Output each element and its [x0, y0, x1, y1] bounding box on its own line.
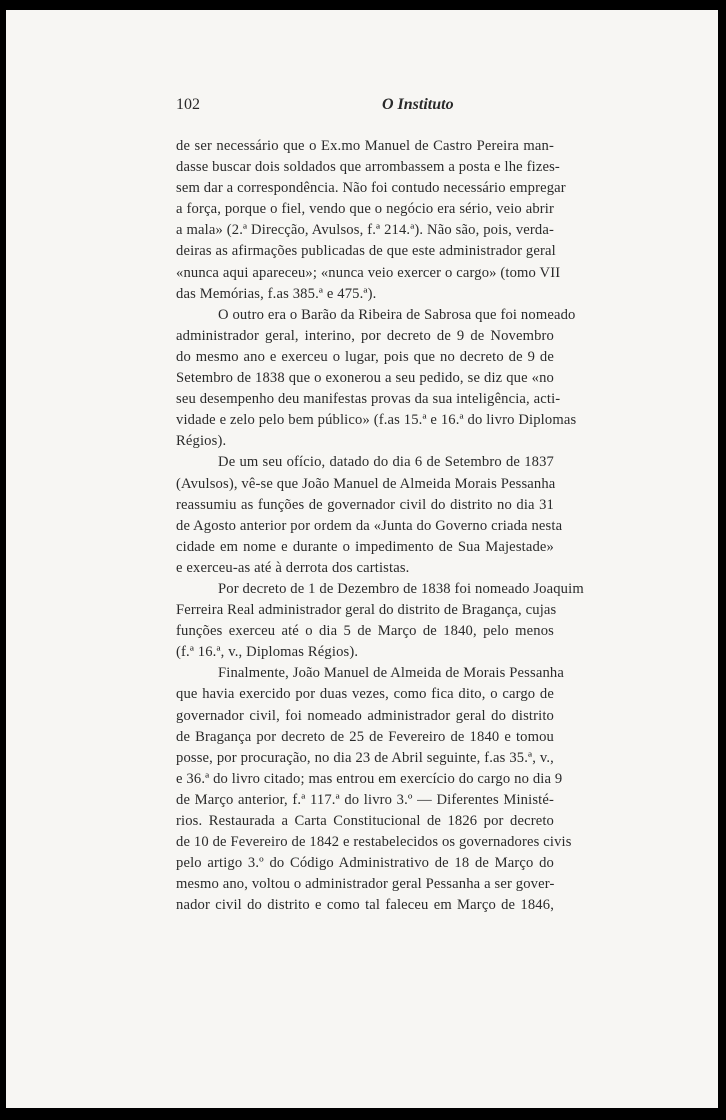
- text-line: (Avulsos), vê-se que João Manuel de Almeida Morais Pessanha: [176, 475, 556, 492]
- text-line: pelo artigo 3.º do Código Administrativo de 18 de Março do: [176, 855, 554, 872]
- text-line: (f.ª 16.ª, v., Diplomas Régios).: [176, 644, 359, 661]
- text-line: «nunca aqui apareceu»; «nunca veio exercer o cargo» (tomo VII: [176, 264, 561, 281]
- text-line: governador civil, foi nomeado administrador geral do distrito: [176, 707, 554, 724]
- journal-title: O Instituto: [382, 96, 454, 113]
- text-line: posse, por procuração, no dia 23 de Abril seguinte, f.as 35.ª, v.,: [176, 749, 554, 766]
- text-line: de Agosto anterior por ordem da «Junta do Governo criada nesta: [176, 517, 563, 534]
- text-line: Setembro de 1838 que o exonerou a seu pedido, se diz que «no: [176, 370, 554, 387]
- text-line: e exerceu-as até à derrota dos cartistas.: [176, 559, 410, 576]
- text-line: e 36.ª do livro citado; mas entrou em exercício do cargo no dia 9: [176, 770, 563, 787]
- text-line: de 10 de Fevereiro de 1842 e restabelecidos os governadores civis: [176, 834, 572, 851]
- text-line: rios. Restaurada a Carta Constitucional de 1826 por decreto: [176, 813, 554, 829]
- text-line: a força, porque o fiel, vendo que o negócio era sério, veio abrir: [176, 201, 554, 218]
- running-head: [176, 96, 552, 120]
- text-line: administrador geral, interino, por decreto de 9 de Novembro: [176, 327, 554, 344]
- text-line: nador civil do distrito e como tal faleceu em Março de 1846,: [176, 897, 554, 914]
- text-line: Régios).: [176, 433, 227, 450]
- text-line: seu desempenho deu manifestas provas da sua inteligência, acti-: [176, 391, 561, 408]
- text-line: de Bragança por decreto de 25 de Fevereiro de 1840 e tomou: [176, 728, 554, 745]
- body-text: [176, 136, 584, 916]
- text-line: cidade em nome e durante o impedimento de Sua Majestade»: [176, 538, 554, 555]
- text-line: De um seu ofício, datado do dia 6 de Setembro de 1837: [218, 454, 554, 471]
- text-line: que havia exercido por duas vezes, como fica dito, o cargo de: [176, 686, 554, 703]
- text-line: reassumiu as funções de governador civil do distrito no dia 31: [176, 496, 554, 513]
- text-line: do mesmo ano e exerceu o lugar, pois que no decreto de 9 de: [176, 348, 554, 365]
- book-page: [6, 10, 718, 1108]
- text-line: das Memórias, f.as 385.ª e 475.ª).: [176, 285, 377, 302]
- text-line: Finalmente, João Manuel de Almeida de Morais Pessanha: [218, 665, 564, 682]
- text-line: vidade e zelo pelo bem público» (f.as 15.ª e 16.ª do livro Diplomas: [176, 412, 577, 429]
- text-line: a mala» (2.ª Direcção, Avulsos, f.ª 214.ª). Não são, pois, verda-: [176, 222, 554, 239]
- text-line: mesmo ano, voltou o administrador geral Pessanha a ser gover-: [176, 876, 555, 893]
- text-line: Ferreira Real administrador geral do distrito de Bragança, cujas: [176, 602, 557, 619]
- text-line: de Março anterior, f.ª 117.ª do livro 3.º — Diferentes Ministé-: [176, 791, 554, 808]
- text-line: Por decreto de 1 de Dezembro de 1838 foi nomeado Joaquim: [218, 580, 584, 597]
- text-line: O outro era o Barão da Ribeira de Sabrosa que foi nomeado: [218, 306, 576, 323]
- text-line: dasse buscar dois soldados que arrombassem a posta e lhe fizes-: [176, 159, 560, 176]
- page-number: 102: [176, 96, 200, 113]
- text-line: deiras as afirmações publicadas de que este administrador geral: [176, 243, 556, 260]
- text-line: sem dar a correspondência. Não foi contudo necessário empregar: [176, 180, 566, 197]
- text-line: funções exerceu até o dia 5 de Março de 1840, pelo menos: [176, 623, 554, 640]
- text-line: de ser necessário que o Ex.mo Manuel de Castro Pereira man-: [176, 138, 554, 154]
